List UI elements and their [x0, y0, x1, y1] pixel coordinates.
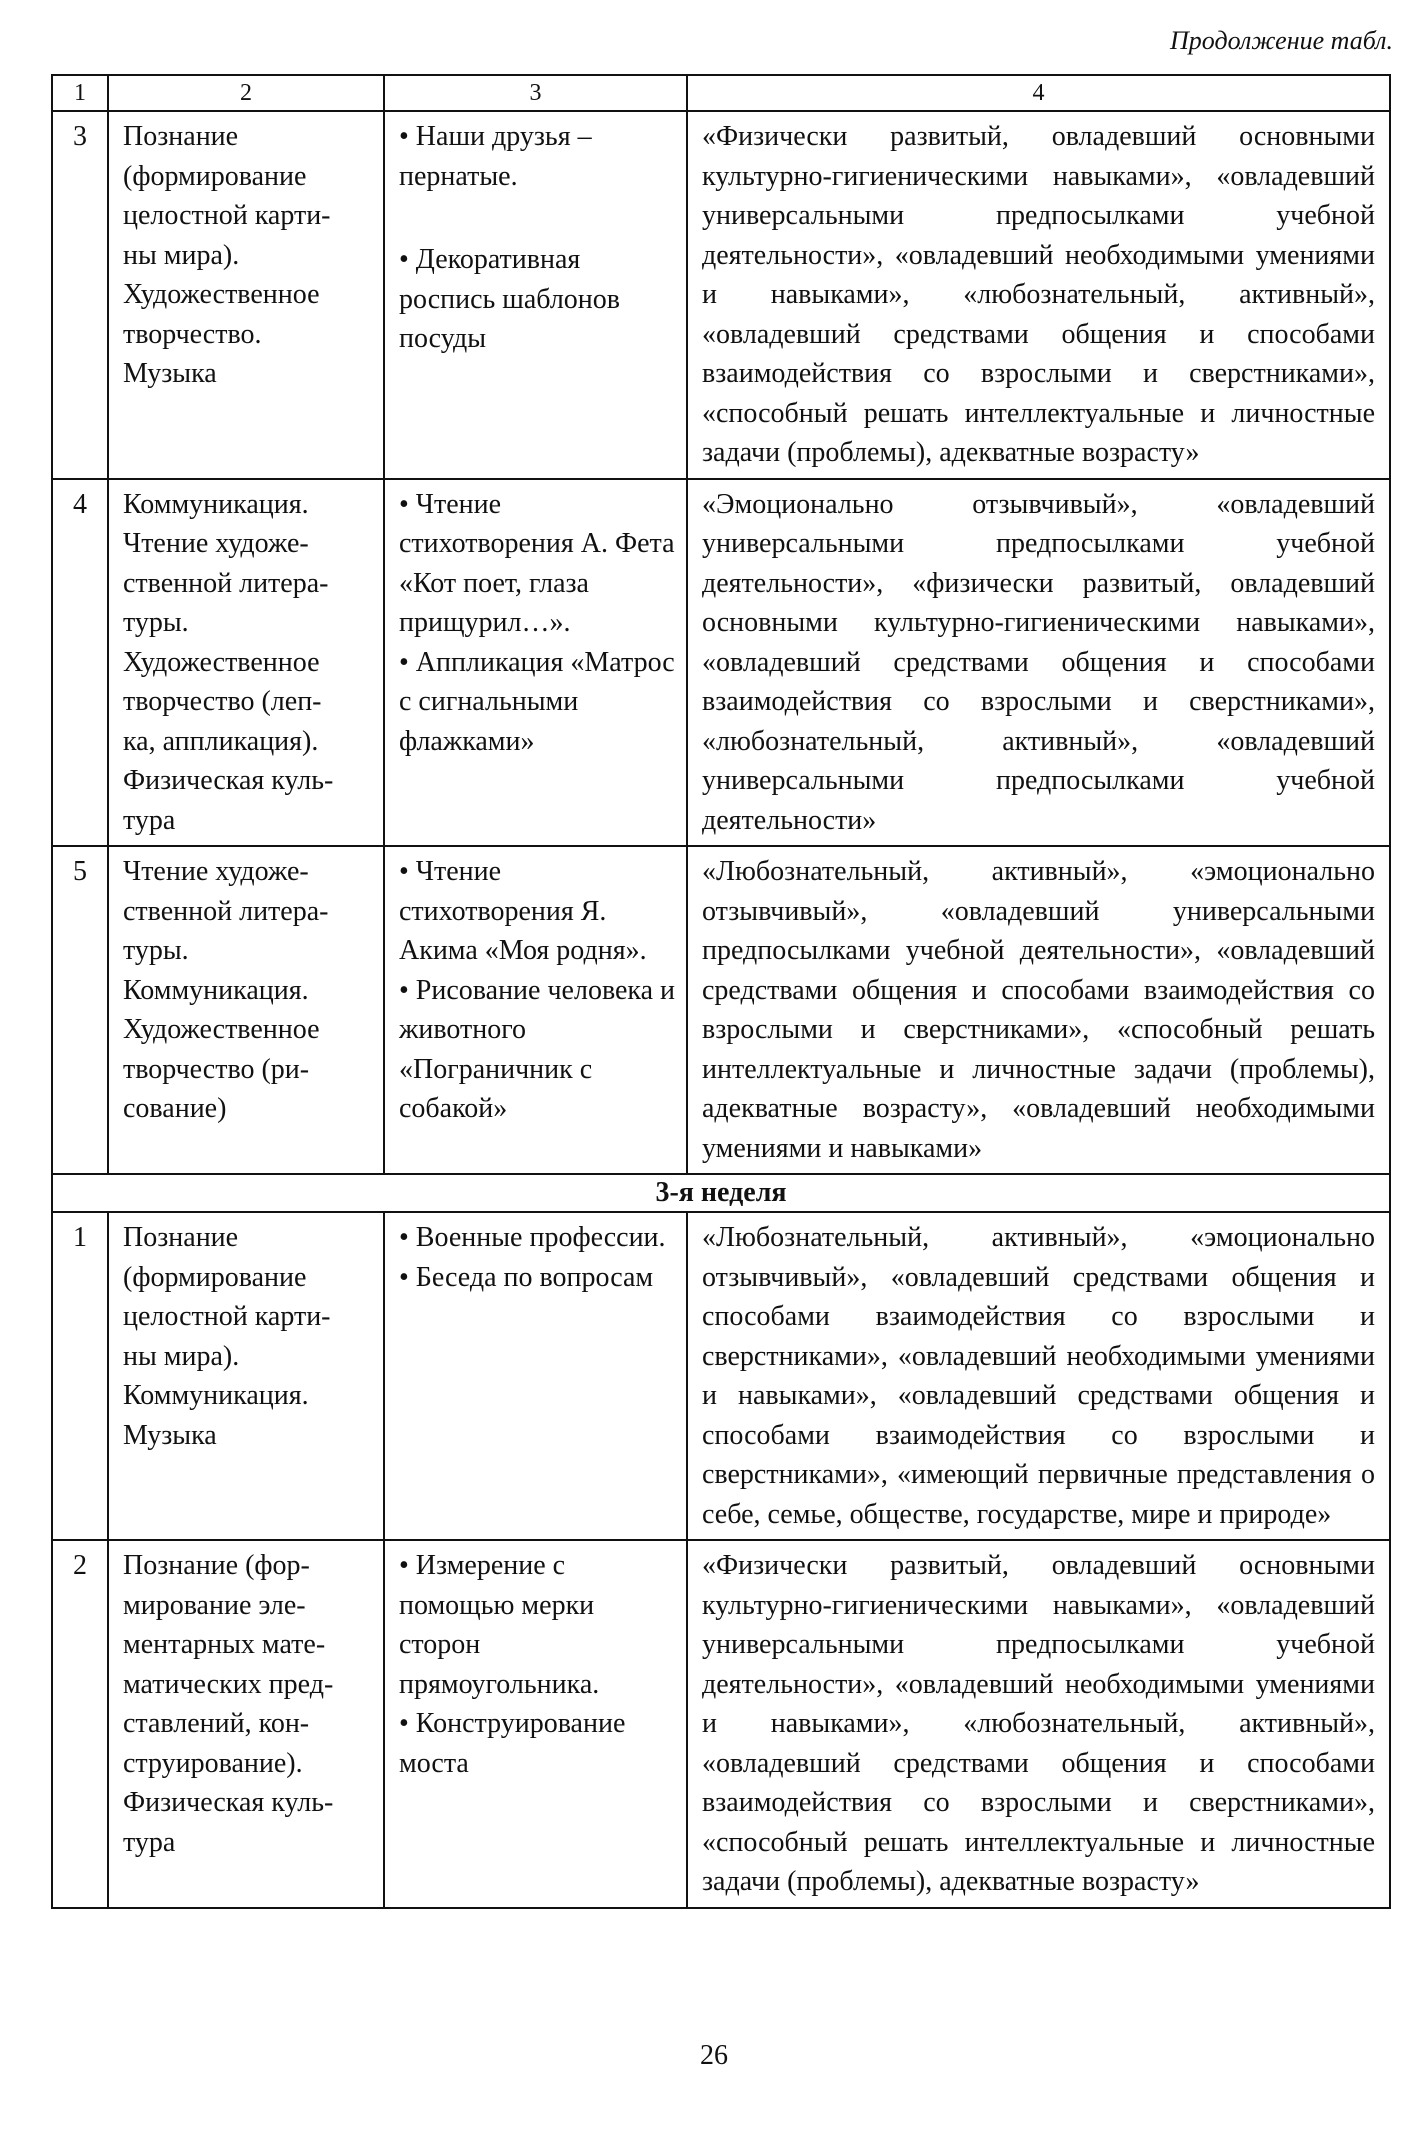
integrative-qualities-cell: «Любознательный, активный», «эмоционально отзывчивый», «овладевший универсальными предпосылками учебной деятельности», «овладевший средствами общения и способами взаимодействия со взрослыми и сверстниками», «способный решать интеллектуальные и личностные задачи (проблемы), адекватные возрасту», «овладевший необходимыми умениями и навыками» [687, 846, 1390, 1174]
integrative-qualities-cell: «Физически развитый, овладевший основными культурно-гигиеническими навыками», «овладевший универсальными предпосылками учебной деятельности», «овладевший необходимыми умениями и навыками», «любознательный, активный», «овладевший средствами общения и способами взаимодействия со взрослыми и сверстниками», «способный решать интеллектуальные и личностные задачи (проблемы), адекватные возрасту» [687, 1540, 1390, 1908]
activities-cell [384, 111, 687, 479]
table-row [52, 1212, 1390, 1540]
row-number: 5 [52, 846, 108, 1174]
topic-line: ны мира). [123, 1340, 240, 1372]
topic-line: Чтение художе- [123, 528, 309, 559]
page-number: 26 [700, 2040, 728, 2071]
row-number: 2 [52, 1540, 108, 1908]
topic-line: ментарных мате- [123, 1629, 326, 1660]
topic-line: Физическая куль- [123, 1787, 334, 1818]
row-number: 1 [52, 1212, 108, 1540]
integrative-qualities-cell: «Физически развитый, овладевший основными культурно-гигиеническими навыками», «овладевший универсальными предпосылками учебной деятельности», «овладевший необходимыми умениями и навыками», «любознательный, активный», «овладевший средствами общения и способами взаимодействия со взрослыми и сверстниками», «способный решать интеллектуальные и личностные задачи (проблемы), адекватные возрасту» [687, 111, 1390, 479]
activity-item: • Измерение с помощью мерки сторон прямоугольника. [399, 1550, 600, 1700]
topic-line: целостной карти- [123, 200, 331, 231]
educational-areas-cell [108, 1540, 384, 1908]
educational-areas-cell [108, 111, 384, 479]
table-row [52, 846, 1390, 1174]
table-row [52, 1540, 1390, 1908]
topic-line: (формирование [123, 160, 307, 192]
topic-line: тура [123, 804, 176, 836]
activity-item: • Военные профессии. [399, 1222, 666, 1253]
topic-line: творчество (леп- [123, 686, 322, 717]
table-row [52, 111, 1390, 479]
activity-item: • Конструирование моста [399, 1708, 626, 1779]
topic-line: Коммуникация. [123, 488, 309, 520]
topic-line: струирование). [123, 1747, 303, 1779]
educational-areas-cell [108, 846, 384, 1174]
topic-line: Чтение художе- [123, 856, 309, 887]
activity-item: • Рисование человека и животного «Пограничник с собакой» [399, 974, 676, 1124]
activity-item: • Чтение стихотворения А. Фета «Кот поет, глаза прищурил…». [399, 488, 675, 638]
column-header: 1 [52, 75, 108, 111]
week-label: 3-я неделя [52, 1174, 1390, 1212]
topic-line: (формирование [123, 1261, 307, 1293]
topic-line: ны мира). [123, 239, 240, 271]
column-header: 4 [687, 75, 1390, 111]
activities-cell [384, 479, 687, 847]
activity-item: • Чтение стихотворения Я. Акима «Моя родня». [399, 856, 647, 966]
topic-line: целостной карти- [123, 1301, 331, 1332]
topic-line: тура [123, 1826, 176, 1858]
integrative-qualities-cell: «Эмоционально отзывчивый», «овладевший универсальными предпосылками учебной деятельности», «физически развитый, овладевший основными культурно-гигиеническими навыками», «овладевший средствами общения и способами взаимодействия со взрослыми и сверстниками», «любознательный, активный», «овладевший универсальными предпосылками учебной деятельности» [687, 479, 1390, 847]
table-header-row [52, 75, 1390, 111]
topic-line: Художественное [123, 646, 320, 678]
week-header-row [52, 1174, 1390, 1212]
topic-line: сование) [123, 1093, 227, 1124]
topic-line: творчество. [123, 318, 262, 350]
topic-line: ственной литера- [123, 567, 329, 599]
topic-line: Музыка [123, 358, 217, 389]
activity-item: • Декоративная роспись шаблонов посуды [399, 244, 621, 354]
topic-line: творчество (ри- [123, 1053, 310, 1085]
activity-item: • Аппликация «Матрос с сигнальными флажками» [399, 646, 675, 757]
row-number: 4 [52, 479, 108, 847]
column-header: 2 [108, 75, 384, 111]
topic-line: Познание [123, 1222, 239, 1253]
activity-item: • Наши друзья – пернатые. [399, 121, 592, 192]
topic-line: Коммуникация. [123, 974, 309, 1006]
table-continuation-label: Продолжение табл. [1170, 26, 1393, 55]
activities-cell [384, 1212, 687, 1540]
topic-line: ственной литера- [123, 895, 329, 927]
topic-line: Познание [123, 121, 239, 152]
topic-line: ка, аппликация). [123, 725, 319, 757]
educational-areas-cell [108, 479, 384, 847]
topic-line: туры. [123, 607, 189, 638]
topic-line: Художественное [123, 279, 320, 310]
topic-line: мирование эле- [123, 1589, 306, 1621]
schedule-table [51, 74, 1391, 1909]
topic-line: Физическая куль- [123, 765, 334, 796]
topic-line: туры. [123, 935, 189, 966]
topic-line: ставлений, кон- [123, 1708, 310, 1739]
table-row [52, 479, 1390, 847]
column-header: 3 [384, 75, 687, 111]
educational-areas-cell [108, 1212, 384, 1540]
activities-cell [384, 1540, 687, 1908]
topic-line: Познание (фор- [123, 1550, 310, 1581]
row-number: 3 [52, 111, 108, 479]
topic-line: Коммуникация. [123, 1380, 309, 1411]
activities-cell [384, 846, 687, 1174]
topic-line: Художественное [123, 1014, 320, 1045]
topic-line: матических пред- [123, 1668, 334, 1700]
integrative-qualities-cell: «Любознательный, активный», «эмоционально отзывчивый», «овладевший средствами общения и способами взаимодействия со взрослыми и сверстниками», «овладевший необходимыми умениями и навыками», «овладевший средствами общения и способами взаимодействия со взрослыми и сверстниками», «имеющий первичные представления о себе, семье, обществе, государстве, мире и природе» [687, 1212, 1390, 1540]
topic-line: Музыка [123, 1419, 217, 1451]
activity-item: • Беседа по вопросам [399, 1261, 654, 1293]
